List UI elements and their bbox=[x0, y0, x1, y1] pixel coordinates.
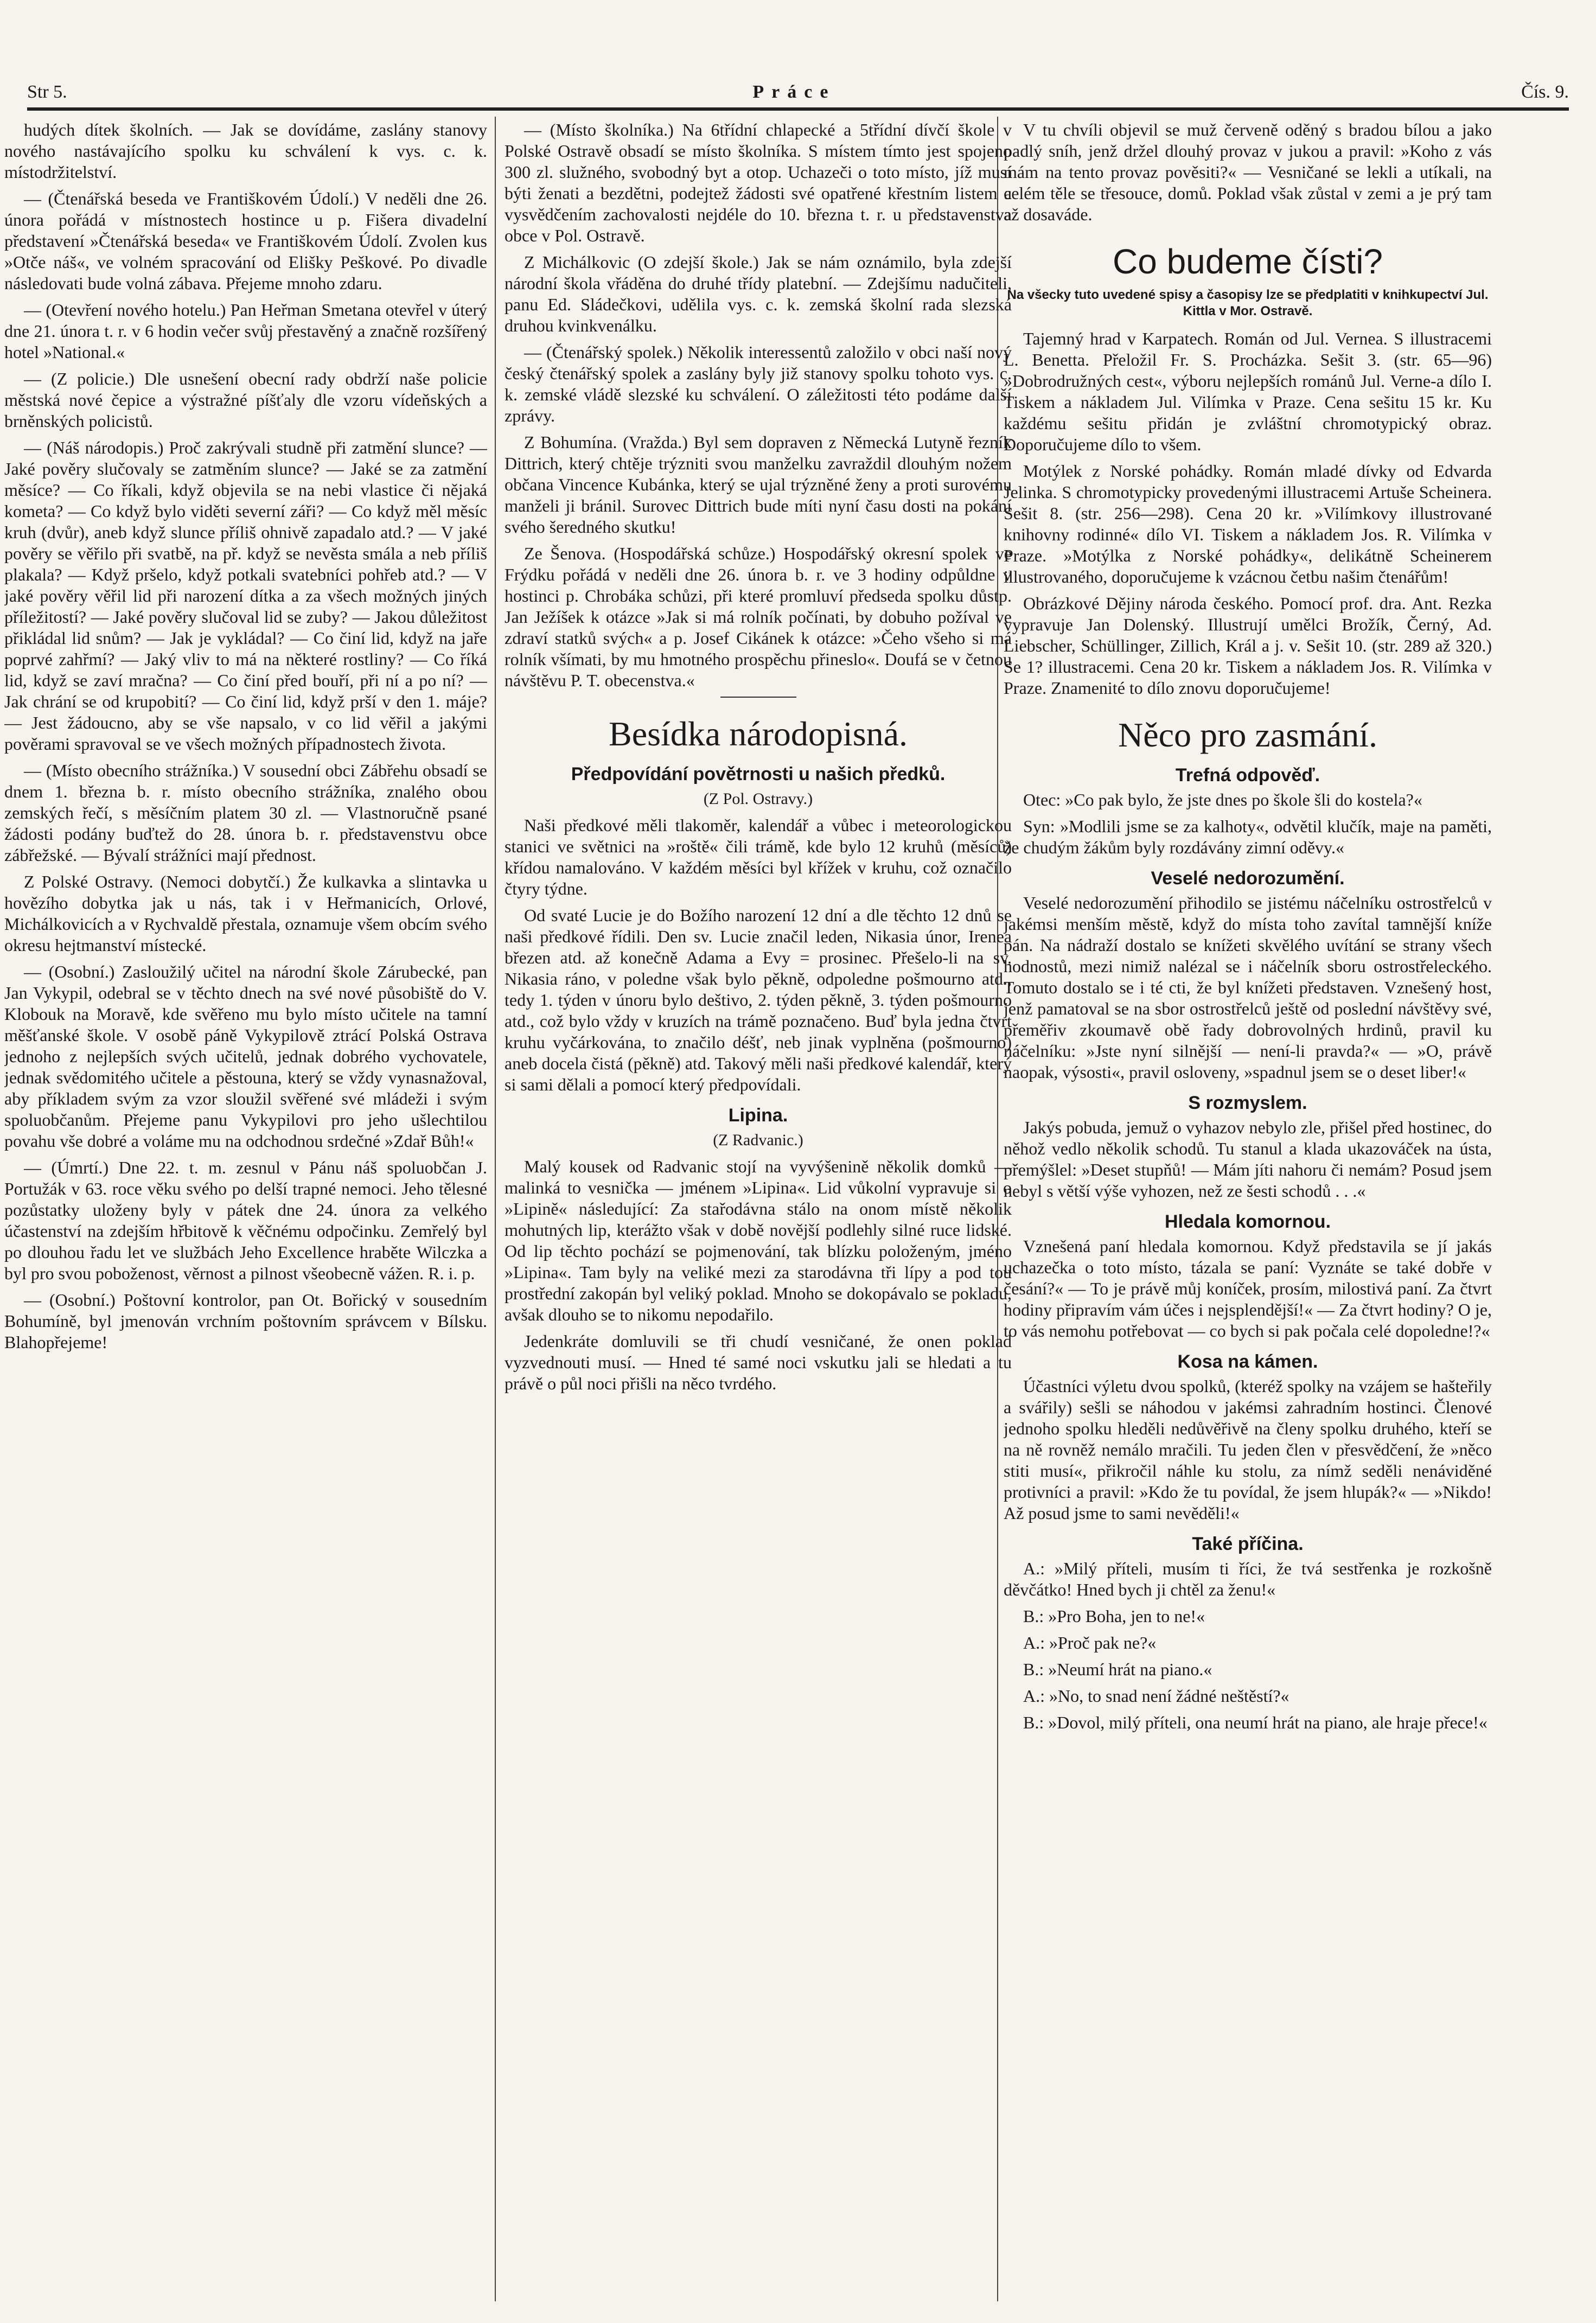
book-review: Tajemný hrad v Karpatech. Román od Jul. Vernea. S illustracemi L. Benetta. Přeložil Fr. S. Procházka. Sešit 3. (str. 65—96) »Dobrodružných cest«, výboru nejlepších románů Jul. Verne-a dílo I. Tiskem a nákladem Jul. Vilímka v Praze. Cena sešitu 15 kr. Ku každému sešitu přidán je zvláštní chromotypický obraz. Doporučujeme dílo to všem. bbox=[1004, 329, 1492, 454]
news-item: — (Náš národopis.) Proč zakrývali studně při zatmění slunce? — Jaké pověry slučovaly se zatměním slunce? — Jaké se za zatmění měsíce? — Co říkali, když objevila se na nebi vlastice či nějaká kometa? — Co když bylo viděti severní záři? — Co když měl měsíc kruh (dvůr), aneb když slunce příliš ohnivě zapadalo atd.? — V jaké pověry se věřilo při svatbě, na př. když se nevěsta smála a neb příliš plakala? — Když pršelo, když potkali svatebníci pohřeb atd.? — V jaké pověry věřil lid při narození dítka a za všech možných jiných příležitostí? — Jaké pověry slučoval lid se zuby? — Jakou důležitost přikládal lid snům? — Jak je vykládal? — Co činí lid, když na jaře poprvé zahřmí? — Jaký vliv to má na některé rostliny? — Co říká lid, když se zaví mračna? — Co činí před bouří, při ní a po ní? — Jak chrání se od krupobití? — Co činí lid, když prší v den 1. máje? — Jest žádoucno, aby se vše napsalo, v co lid věřil a jakými pověrami spravoval se ve všech možných případnostech života. bbox=[4, 438, 487, 754]
joke-title: Veselé nedorozumění. bbox=[1151, 868, 1345, 889]
article-paragraph: V tu chvíli objevil se muž červeně oděný s bradou bílou a jako padlý sníh, jenž držel dlouhý provaz v jukou a pravil: »Koho z vás mám na tento provaz pověsiti?« — Vesničané se lekli a utíkali, na celém těle se třesouce, domů. Poklad však zůstal v zemi a je prý tam až dosaváde. bbox=[1004, 120, 1492, 224]
news-item: — (Čtenářská beseda ve Františkovém Údolí.) V neděli dne 26. února pořádá v místnostech hostince u p. Fišera divadelní představení »Čtenářská beseda« ve Františkovém Údolí. Zvolen kus »Otče náš«, ve volném spracování od Elišky Peškové. Po divadle následovati bude volná zábava. Přejeme mnoho zdaru. bbox=[4, 189, 487, 293]
joke-title: Kosa na kámen. bbox=[1177, 1351, 1318, 1372]
joke-line: A.: »No, to snad není žádné neštěstí?« bbox=[1023, 1686, 1289, 1706]
news-item: — (Osobní.) Zasloužilý učitel na národní škole Zárubecké, pan Jan Vykypil, odebral se v těchto dnech na své nové působiště do V. Klobouk na Moravě, kde svěřeno mu bylo místo učitele na tamní měšťanské škole. V osobě páně Vykypilově ztrácí Polská Ostrava jednoho z nejlepších svých učitelů, jednak dobrého vychovatele, jednak svědomitého učitele a pěstouna, který se vždy vynasnažoval, aby příkladem svým za vzor sloužil svěřené své mládeži i svým spoluobčanům. Přejeme panu Vykypilovi pro jeho ušlechtilou povahu vše dobré a voláme mu na odchodnou srdečné »Zdař Bůh!« bbox=[4, 962, 487, 1151]
joke-line: B.: »Pro Boha, jen to ne!« bbox=[1023, 1606, 1205, 1626]
header-rule bbox=[27, 107, 1569, 111]
article-paragraph: Od svaté Lucie je do Božího narození 12 dní a dle těchto 12 dnů se naši předkové řídili. Den sv. Lucie značil leden, Nikasia únor, Irenea březen atd. až konečně Adama a Evy = prosinec. Přešelo-li na sv. Nikasia ráno, v poledne však bylo pěkně, odpoledne pošmourno atd., tedy 1. týden v únoru bylo deštivo, 2. týden pěkně, 3. týden pošmourno atd., což bylo vždy v kruzích na trámě poznačeno. Buď byla jedna čtvrt kruhu vyčárkována, to značilo déšť, neb jinak vyplněna (pošmourno) aneb docela čistá (pěkně) atd. Takový měli naši předkové kalendář, který si sami dělali a pomocí který předpovídali. bbox=[505, 905, 1012, 1094]
joke-line: A.: »Milý příteli, musím ti říci, že tvá sestřenka je rozkošně děvčátko! Hned bych ji chtěl za ženu!« bbox=[1004, 1559, 1492, 1599]
joke-title: Také příčina. bbox=[1192, 1534, 1304, 1554]
news-item: — (Osobní.) Poštovní kontrolor, pan Ot. Bořický v sousedním Bohumíně, byl jmenován vrchním poštovním správcem v Bílsku. Blahopřejeme! bbox=[4, 1290, 487, 1352]
section-heading: Co budeme čísti? bbox=[1112, 242, 1383, 281]
book-review: Motýlek z Norské pohádky. Román mladé dívky od Edvarda Jelinka. S chromotypicky provedenými illustracemi Artuše Scheinera. Sešit 8. (str. 256—298). Cena 20 kr. »Vilímkovy illustrované knihovny rodinné« dílo VI. Tiskem a nákladem Jos. R. Vilímka v Praze. »Motýlka z Norské pohádky«, delikátně Scheinerem illustrovaného, doporučujeme k vzácnou četbu našim čtenářům! bbox=[1004, 461, 1492, 586]
news-item: — (Čtenářský spolek.) Několik interessentů založilo v obci naší nový český čtenářský spolek a zaslány byly již stanovy spolku tohoto vys. c. k. zemské vládě slezské ku schválení. O záležitosti této podáme další zprávy. bbox=[505, 342, 1012, 425]
subscription-note: Na všecky tuto uvedené spisy a časopisy lze se předplatiti v knihkupectví Jul. Kittla v Mor. Ostravě. bbox=[1007, 288, 1489, 318]
page-number: Str 5. bbox=[27, 82, 67, 102]
news-item: Z Polské Ostravy. (Nemoci dobytčí.) Že kulkavka a slintavka u hovězího dobytka jak u nás, tak i v Heřmanicích, Orlové, Michálkovicích a v Rychvaldě přestala, oznamuje všem obcím svého okresu hejtmanství místecké. bbox=[4, 872, 487, 955]
news-item: Ze Šenova. (Hospodářská schůze.) Hospodářský okresní spolek ve Frýdku pořádá v neděli dne 26. února b. r. ve 3 hodiny odpůldne v hostinci p. Chrobáka schůzi, při které promluví předseda spolku důstp. Jan Ježíšek k otázce »Jak si má rolník počínati, by dobuho požíval ve zdraví statků svých« a p. Josef Cikánek k otázce: »Čeho všeho si má rolník všímati, by mu hmotného prospěchu přineslo«. Doufá se v četnou návštěvu P. T. obecenstva.« bbox=[505, 544, 1012, 690]
article-title: Předpovídání povětrnosti u našich předků. bbox=[571, 764, 946, 784]
joke-text: Veselé nedorozumění přihodilo se jistému náčelníku ostrostřelců v jakémsi menším městě, když do místa toho zavítal tamnější kníže pán. Na nádraží dostalo se knížeti skvělého uvítání se strany všech hodnostů, mezi nimiž nalézal se i náčelník sboru ostrostřeleckého. Tomuto dostalo se i té cti, že byl knížeti představen. Vznešený host, jenž pamatoval se na sbor ostrostřelců ještě od poslední návštěvy své, přeměřiv zkoumavě obě řady dobrovolných hrdinů, pravil ku náčelníku: »Jste nyní silnější — není-li pravda?« — »O, právě naopak, výsosti«, pravil osloveny, »spadnul jsem se o deset liber!« bbox=[1004, 893, 1492, 1082]
news-item: hudých dítek školních. — Jak se dovídáme, zaslány stanovy nového nastávajícího spolku ku schválení k vys. c. k. místodržitelství. bbox=[4, 120, 487, 182]
joke-title: S rozmyslem. bbox=[1188, 1093, 1307, 1113]
newspaper-title: Práce bbox=[752, 82, 836, 102]
joke-line: B.: »Dovol, milý příteli, ona neumí hrát na piano, ale hraje přece!« bbox=[1023, 1713, 1488, 1732]
joke-title: Hledala komornou. bbox=[1164, 1211, 1331, 1232]
article-title: Lipina. bbox=[728, 1105, 788, 1126]
section-divider bbox=[720, 697, 796, 698]
column-middle bbox=[505, 119, 1012, 2301]
joke-line: Syn: »Modlili jsme se za kalhoty«, odvětil klučík, maje na paměti, že chudým žákům byly rozdávány zimní oděvy.« bbox=[1004, 816, 1492, 857]
joke-line: B.: »Neumí hrát na piano.« bbox=[1023, 1660, 1212, 1679]
joke-text: Vznešená paní hledala komornou. Když představila se jí jakás uchazečka o toto místo, tázala se paní: Vyznáte se také dobře v česání?« — To je právě můj koníček, prosím, milostivá paní. Za čtvrt hodiny připravím vám účes i nejsplendější!« — Za čtvrt hodiny? O je, to vás nemohu potřebovat — co bych si pak počala celé dopoledne!?« bbox=[1004, 1236, 1492, 1341]
article-source: (Z Radvanic.) bbox=[713, 1131, 803, 1149]
joke-line: A.: »Proč pak ne?« bbox=[1023, 1633, 1157, 1652]
joke-title: Trefná odpověď. bbox=[1175, 765, 1320, 786]
article-source: (Z Pol. Ostravy.) bbox=[703, 790, 813, 808]
column-right bbox=[1004, 119, 1492, 2301]
joke-line: Otec: »Co pak bylo, že jste dnes po škole šli do kostela?« bbox=[1023, 790, 1422, 809]
column-divider bbox=[495, 117, 496, 2301]
news-item: Z Michálkovic (O zdejší škole.) Jak se nám oznámilo, byla zdejší národní škola vřáděna do druhé třídy platební. — Zdejšímu nadučiteli, panu Ed. Sládečkovi, udělila vys. c. k. zemská školní rada slezská druhou kvinkvenálku. bbox=[505, 252, 1012, 335]
section-heading: Něco pro zasmání. bbox=[1118, 716, 1378, 754]
joke-text: Jakýs pobuda, jemuž o vyhazov nebylo zle, přišel před hostinec, do něhož vedlo několik schodů. Tu stanul a klada ukazováček na ústa, přemýšlel: »Deset stupňů! — Mám jíti nahoru či nemám? Posud jsem nebyl s větší výše vyhozen, než ze šesti schodů . . .« bbox=[1004, 1118, 1492, 1201]
news-item: — (Místo obecního strážníka.) V sousední obci Zábřehu obsadí se dnem 1. března b. r. místo obecního strážníka, znalého obou zemských řečí, s měsíčním platem 30 zl. — Vlastnoručně psané žádosti podány buďtež do 28. února b. r. představenstvu obce zábřežské. — Bývalí strážníci mají přednost. bbox=[4, 761, 487, 865]
column-left bbox=[4, 119, 487, 2301]
article-paragraph: Malý kousek od Radvanic stojí na vyvýšenině několik domků — malinká to vesnička — jménem »Lipina«. Lid vůkolní vypravuje si o »Lipině« následující: Za stařodávna stálo na onom místě několik mohutných lip, kterážto však v době novější podlehly silné ruce lidské. Od lip těchto pochází se pojmenování, tak blízku položeným, jméno »Lipina«. Tam byly na veliké mezi za starodávna tři lípy a pod tou prostřední zakopán byl veliký poklad. Mnoho se dokopávalo se pokladu, avšak dlouho se to nikomu nepodařilo. bbox=[505, 1157, 1012, 1324]
news-item: — (Z policie.) Dle usnešení obecní rady obdrží naše policie městská nové čepice a výstražné píšťaly dle vzoru vídeňských a brněnských policistů. bbox=[4, 369, 487, 431]
section-heading: Besídka národopisná. bbox=[609, 714, 908, 753]
news-item: — (Úmrtí.) Dne 22. t. m. zesnul v Pánu náš spoluobčan J. Portužák v 63. roce věku svého po delší trapné nemoci. Jeho tělesné pozůstatky uloženy byly v pátek dne 24. února za velkého účastenství na zdejším hřbitově k věčnému odpočinku. Zemřelý byl po dlouhou řadu let ve službách Jeho Excellence hraběte Wilczka a byl pro svou poboženost, věrnost a pilnost všeobecně vážen. R. i. p. bbox=[4, 1158, 487, 1283]
article-paragraph: Jedenkráte domluvili se tři chudí vesničané, že onen poklad vyzvednouti musí. — Hned té samé noci vskutku jali se hledati a tu právě o půl noci přišli na něco tvrdého. bbox=[505, 1331, 1012, 1393]
news-item: Z Bohumína. (Vražda.) Byl sem dopraven z Německá Lutyně řezník Dittrich, který chtěje trýzniti svou manželku zavraždil dlouhým nožem občana Vincence Kubánka, který se ujal trýzněné ženy a proti surovému manželi ji bránil. Surovec Dittrich bude míti nyní času dosti na pokání svého šeredného skutku! bbox=[505, 432, 1012, 537]
page-header bbox=[27, 76, 1569, 109]
news-item: — (Otevření nového hotelu.) Pan Heřman Smetana otevřel v úterý dne 21. února t. r. v 6 hodin večer svůj přestavěný a značně rozšířený hotel »National.« bbox=[4, 300, 487, 362]
news-item: — (Místo školníka.) Na 6třídní chlapecké a 5třídní dívčí škole v Polské Ostravě obsadí se místo školníka. S místem tímto jest spojeno 300 zl. služného, svobodný byt a otop. Uchazeči o toto místo, jíž musí býti ženati a bezdětni, podejtež žádosti své opatřené křestním listem a vysvědčením zachovalosti nejdéle do 10. března t. r. u představenstva obce v Pol. Ostravě. bbox=[505, 120, 1012, 245]
joke-text: Účastníci výletu dvou spolků, (kteréž spolky na vzájem se hašteřily a svářily) sešli se náhodou v jakémsi zahradním hostinci. Členové jednoho spolku hleděli nedůvěřivě na členy spolku druhého, kteří se na ně rovněž nemálo mračili. Tu jeden člen v přesvědčení, že »něco stiti musí«, přikročil náhle ku stolu, za nímž seděli nenáviděné protivníci a pravil: »Kdo že tu povídal, že jsem hlupák?« — »Nikdo! Až posud jsme to sami nevěděli!« bbox=[1004, 1376, 1492, 1523]
article-paragraph: Naši předkové měli tlakoměr, kalendář a vůbec i meteorologickou stanici ve světnici na »roště« čili trámě, kde bylo 12 kruhů (měsíců) křídou namalováno. V každém měsíci byl křížek v kruhu, což označilo čtyry týdne. bbox=[505, 815, 1012, 898]
issue-number: Čís. 9. bbox=[1521, 82, 1569, 102]
book-review: Obrázkové Dějiny národa českého. Pomocí prof. dra. Ant. Rezka vypravuje Jan Dolenský. Illustrují umělci Brožík, Černý, Ad. Liebscher, Schüllinger, Zillich, Král a j. v. Sešit 10. (str. 289 až 320.) Se 1? illustracemi. Cena 20 kr. Tiskem a nákladem Jos. R. Vilímka v Praze. Znamenité to dílo znovu doporučujeme! bbox=[1004, 593, 1492, 698]
